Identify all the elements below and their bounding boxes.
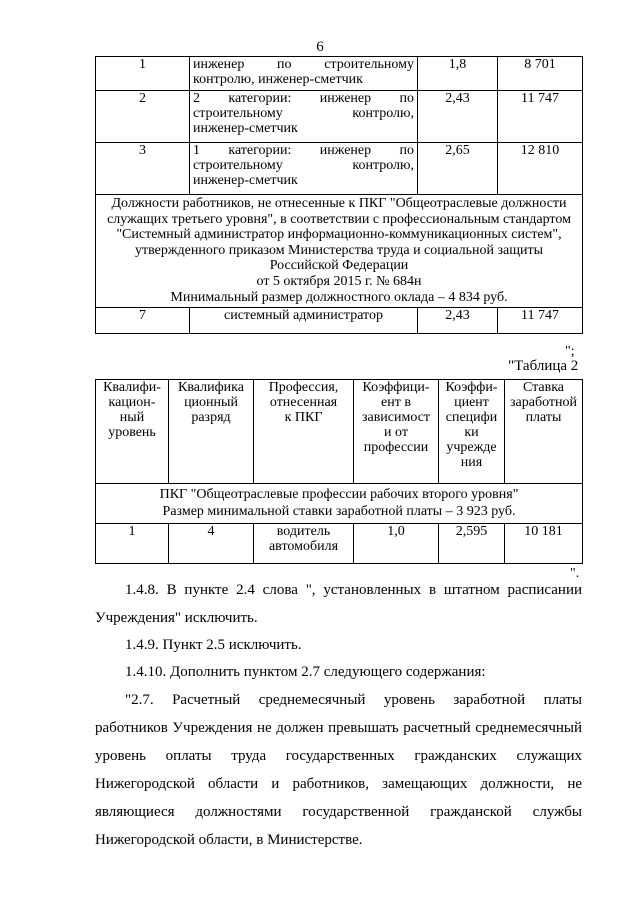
table-row <box>96 91 583 143</box>
table-cell-rate: 10 181 <box>505 524 583 564</box>
table-cell-coefficient: 2,595 <box>439 524 505 564</box>
section-min-salary: Минимальный размер должностного оклада – 4 834 руб. <box>170 289 508 305</box>
header-cell: Коэффи- циент специфи ки учрежде ния <box>439 380 505 484</box>
table-cell-level: 3 <box>96 143 190 195</box>
table-cell-level: 7 <box>96 308 190 334</box>
table-cell-coefficient: 1,0 <box>354 524 439 564</box>
table-row <box>96 308 583 334</box>
paragraph: 1.4.9. Пункт 2.5 исключить. <box>125 637 302 653</box>
closing-quote: "; <box>565 344 575 359</box>
table-cell-profession: водитель автомобиля <box>254 524 354 564</box>
salary-table-2 <box>95 379 583 564</box>
section-heading <box>96 484 583 524</box>
section-heading-text: Должности работников, не отнесенные к ПКГ "Общеотраслевые должности служащих третьего уровня", в соответствии с профессиональным стандартом "Системный администратор информационно-коммуникационных систем", утвержденного приказом Министерства труда и социальной защиты Российской Федерации <box>107 196 571 274</box>
header-cell: Коэффици- ент в зависимост и от профессии <box>354 380 439 484</box>
section-heading <box>96 195 583 308</box>
table-cell-position: 1 категории: инженер по строительному контролю, инженер-сметчик <box>190 143 418 195</box>
closing-quote: ". <box>570 566 580 581</box>
header-cell: Квалифи- кацион- ный уровень <box>96 380 169 484</box>
table-cell-coefficient: 2,43 <box>418 91 498 143</box>
table-caption: "Таблица 2 <box>508 358 579 374</box>
table-cell-salary: 8 701 <box>498 57 583 91</box>
section-heading-text: ПКГ "Общеотраслевые профессии рабочих второго уровня" <box>159 487 519 502</box>
table-row <box>96 524 583 564</box>
header-cell: Профессия, отнесенная к ПКГ <box>254 380 354 484</box>
header-cell: Ставка заработной платы <box>505 380 583 484</box>
table-cell-coefficient: 1,8 <box>418 57 498 91</box>
table-cell-salary: 12 810 <box>498 143 583 195</box>
paragraph: 1.4.10. Дополнить пунктом 2.7 следующего содержания: <box>125 664 486 680</box>
paragraph: "2.7. Расчетный среднемесячный уровень заработной платы работников Учреждения не должен превышать расчетный среднемесячный уровень оплаты труда государственных гражданских служащих Нижегородской области и работников, замещающих должности, не являющиеся должностями государственной гражданской службы Нижегородской области, в Министерстве. <box>95 692 582 848</box>
table-cell-position: 2 категории: инженер по строительному контролю, инженер-сметчик <box>190 91 418 143</box>
table-row <box>96 57 583 91</box>
table-section-row <box>96 484 583 524</box>
table-row <box>96 143 583 195</box>
section-min-rate: Размер минимальной ставки заработной платы – 3 923 руб. <box>162 504 516 519</box>
header-cell: Квалифика ционный разряд <box>169 380 254 484</box>
paragraph: 1.4.8. В пункте 2.4 слова ", установленных в штатном расписании Учреждения" исключить. <box>95 582 582 626</box>
section-order-date: от 5 октября 2015 г. № 684н <box>256 273 422 289</box>
salary-table-1 <box>95 56 583 334</box>
table-cell-salary: 11 747 <box>498 91 583 143</box>
table-cell-coefficient: 2,65 <box>418 143 498 195</box>
page-number: 6 <box>316 39 324 55</box>
table-section-row <box>96 195 583 308</box>
table-cell-salary: 11 747 <box>498 308 583 334</box>
table-cell-position: системный администратор <box>190 308 418 334</box>
table-cell-level: 1 <box>96 57 190 91</box>
table-cell-level: 1 <box>96 524 169 564</box>
table-cell-level: 2 <box>96 91 190 143</box>
table-cell-coefficient: 2,43 <box>418 308 498 334</box>
table-cell-grade: 4 <box>169 524 254 564</box>
table-cell-position: инженер по строительному контролю, инженер-сметчик <box>190 57 418 91</box>
table-header-row <box>96 380 583 484</box>
